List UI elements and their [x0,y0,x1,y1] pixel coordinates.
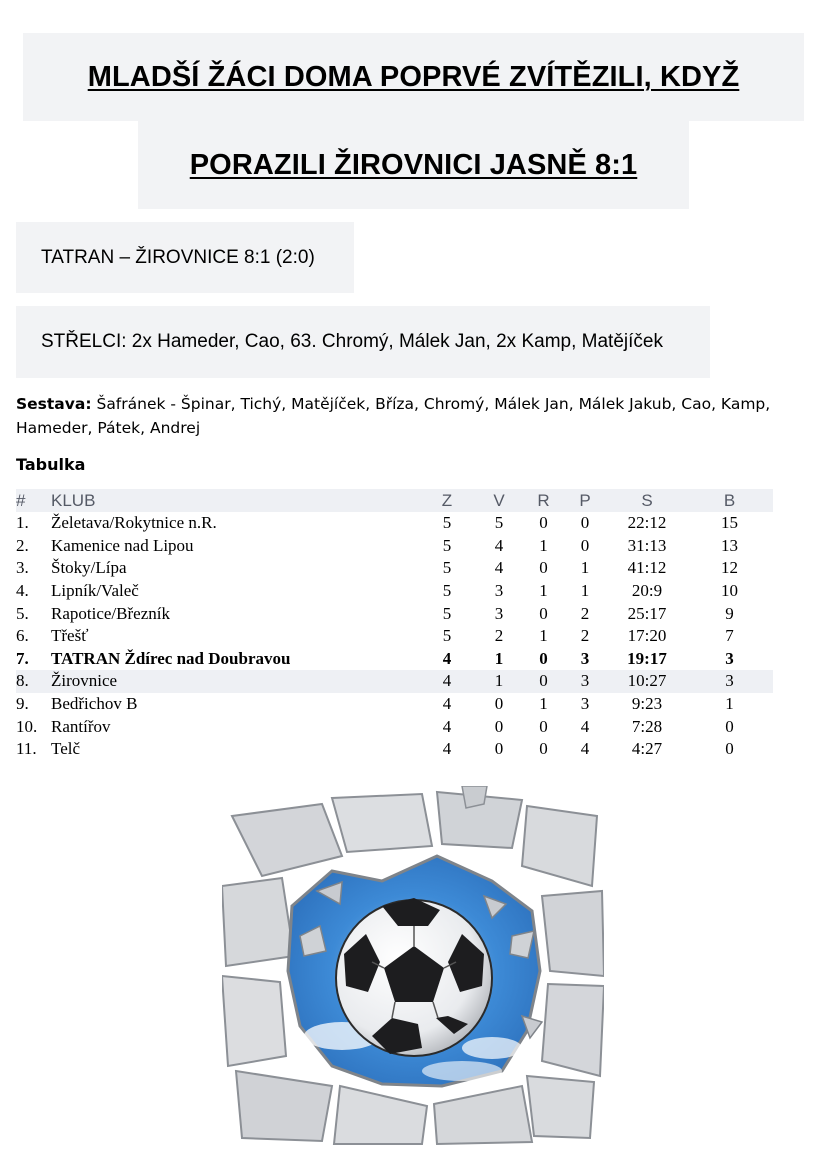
played-cell: 4 [421,670,473,693]
col-points: B [686,489,773,512]
col-losses: P [562,489,608,512]
wins-cell: 0 [494,716,504,736]
headline-band-2 [138,121,689,209]
score-cell: 10:27 [608,670,686,693]
wins-cell: 3 [494,581,504,601]
table-heading: Tabulka [16,455,86,474]
losses-cell: 3 [562,670,608,693]
wins-cell: 0 [494,739,504,759]
draws-cell: 0 [539,716,548,736]
score-cell: 41:12 [627,558,667,578]
club-cell: Rapotice/Březník [51,603,170,623]
losses-cell: 4 [580,739,590,759]
lineup-label: Sestava: [16,395,92,413]
score-cell: 19:17 [627,648,667,668]
headline-band-1 [23,33,804,121]
points-cell: 15 [721,513,738,533]
rank-cell: 10. [16,716,38,736]
club-cell: Kamenice nad Lipou [51,535,194,555]
table-row [16,557,773,580]
wins-cell: 2 [494,626,504,646]
col-score: S [608,489,686,512]
draws-cell: 1 [539,626,548,646]
club-cell: Telč [51,739,81,759]
lineup [16,392,822,440]
wins-cell: 4 [494,558,504,578]
score-cell: 7:28 [631,716,663,736]
losses-cell: 2 [580,603,590,623]
club-cell: Štoky/Lípa [51,558,127,578]
played-cell: 4 [442,694,452,714]
table-row [16,512,773,535]
table-header-row [16,489,773,512]
score-cell: 22:12 [627,513,667,533]
score-cell: 9:23 [631,694,663,714]
losses-cell: 0 [580,535,590,555]
losses-cell: 1 [580,581,590,601]
rank-cell: 3. [16,558,29,578]
losses-cell: 1 [580,558,590,578]
score-cell: 20:9 [631,581,663,601]
points-cell: 13 [721,535,738,555]
rank-cell: 5. [16,603,29,623]
headline-line-1: MLADŠÍ ŽÁCI DOMA POPRVÉ ZVÍTĚZILI, KDYŽ [87,60,740,93]
played-cell: 5 [442,603,452,623]
table-row [16,715,773,738]
club-cell: Želetava/Rokytnice n.R. [51,513,217,533]
points-cell: 10 [721,581,738,601]
points-cell: 1 [725,694,734,714]
soccer-ball [336,898,492,1056]
draws-cell: 0 [539,739,548,759]
wins-cell: 3 [494,603,504,623]
rank-cell: 2. [16,535,29,555]
draws-cell: 1 [539,535,548,555]
wins-cell: 1 [473,670,525,693]
club-cell: Lipník/Valeč [51,581,139,601]
col-rank: # [16,489,51,512]
score-cell: 25:17 [627,603,667,623]
points-cell: 0 [725,739,734,759]
draws-cell: 0 [539,603,548,623]
table-row [16,738,773,761]
points-cell: 7 [725,626,734,646]
scorers [16,306,710,378]
losses-cell: 4 [580,716,590,736]
rank-cell: 1. [16,513,29,533]
soccer-ball-breaking-wall-image [222,786,604,1146]
score-cell: 31:13 [627,535,667,555]
table-row-highlighted [16,648,773,671]
col-played: Z [421,489,473,512]
points-cell: 12 [721,558,738,578]
rank-cell: 4. [16,581,29,601]
points-cell: 3 [686,670,773,693]
wins-cell: 0 [494,694,504,714]
played-cell: 5 [442,513,452,533]
rank-cell: 8. [16,670,51,693]
rank-cell: 7. [16,648,29,668]
table-row [16,602,773,625]
table-row [16,580,773,603]
losses-cell: 3 [580,648,590,668]
col-club: KLUB [51,489,421,512]
played-cell: 4 [442,739,452,759]
col-wins: V [473,489,525,512]
scorers-text: STŘELCI: 2x Hameder, Cao, 63. Chromý, Málek Jan, 2x Kamp, Matějíček [41,331,663,352]
match-result [16,222,354,293]
rank-cell: 9. [16,694,29,714]
club-cell: Bedřichov B [51,694,138,714]
played-cell: 5 [442,558,452,578]
losses-cell: 3 [580,694,590,714]
club-cell: Třešť [51,626,89,646]
match-result-text: TATRAN – ŽIROVNICE 8:1 (2:0) [41,246,315,268]
table-row [16,693,773,716]
draws-cell: 0 [539,513,548,533]
wins-cell: 4 [494,535,504,555]
table-row [16,535,773,558]
played-cell: 5 [442,626,452,646]
played-cell: 4 [442,716,452,736]
points-cell: 9 [725,603,734,623]
played-cell: 4 [442,648,452,668]
col-draws: R [525,489,562,512]
rank-cell: 6. [16,626,29,646]
draws-cell: 0 [539,648,548,668]
played-cell: 5 [442,535,452,555]
table-row [16,625,773,648]
draws-cell: 1 [539,694,548,714]
losses-cell: 2 [580,626,590,646]
club-cell: Rantířov [51,716,111,736]
score-cell: 4:27 [631,739,663,759]
rank-cell: 11. [16,739,37,759]
points-cell: 0 [725,716,734,736]
table-row [16,670,773,693]
losses-cell: 0 [580,513,590,533]
draws-cell: 0 [525,670,562,693]
draws-cell: 1 [539,581,548,601]
points-cell: 3 [725,648,734,668]
wins-cell: 1 [494,648,504,668]
standings-table [16,489,773,761]
draws-cell: 0 [539,558,548,578]
lineup-text: Šafránek - Špinar, Tichý, Matějíček, Bříza, Chromý, Málek Jan, Málek Jakub, Cao, Kamp, Hameder, Pátek, Andrej [16,395,771,437]
club-cell: TATRAN Ždírec nad Doubravou [51,648,291,668]
headline-line-2: PORAZILI ŽIROVNICI JASNĚ 8:1 [189,148,638,181]
club-cell: Žirovnice [51,670,421,693]
score-cell: 17:20 [627,626,667,646]
played-cell: 5 [442,581,452,601]
wins-cell: 5 [494,513,504,533]
